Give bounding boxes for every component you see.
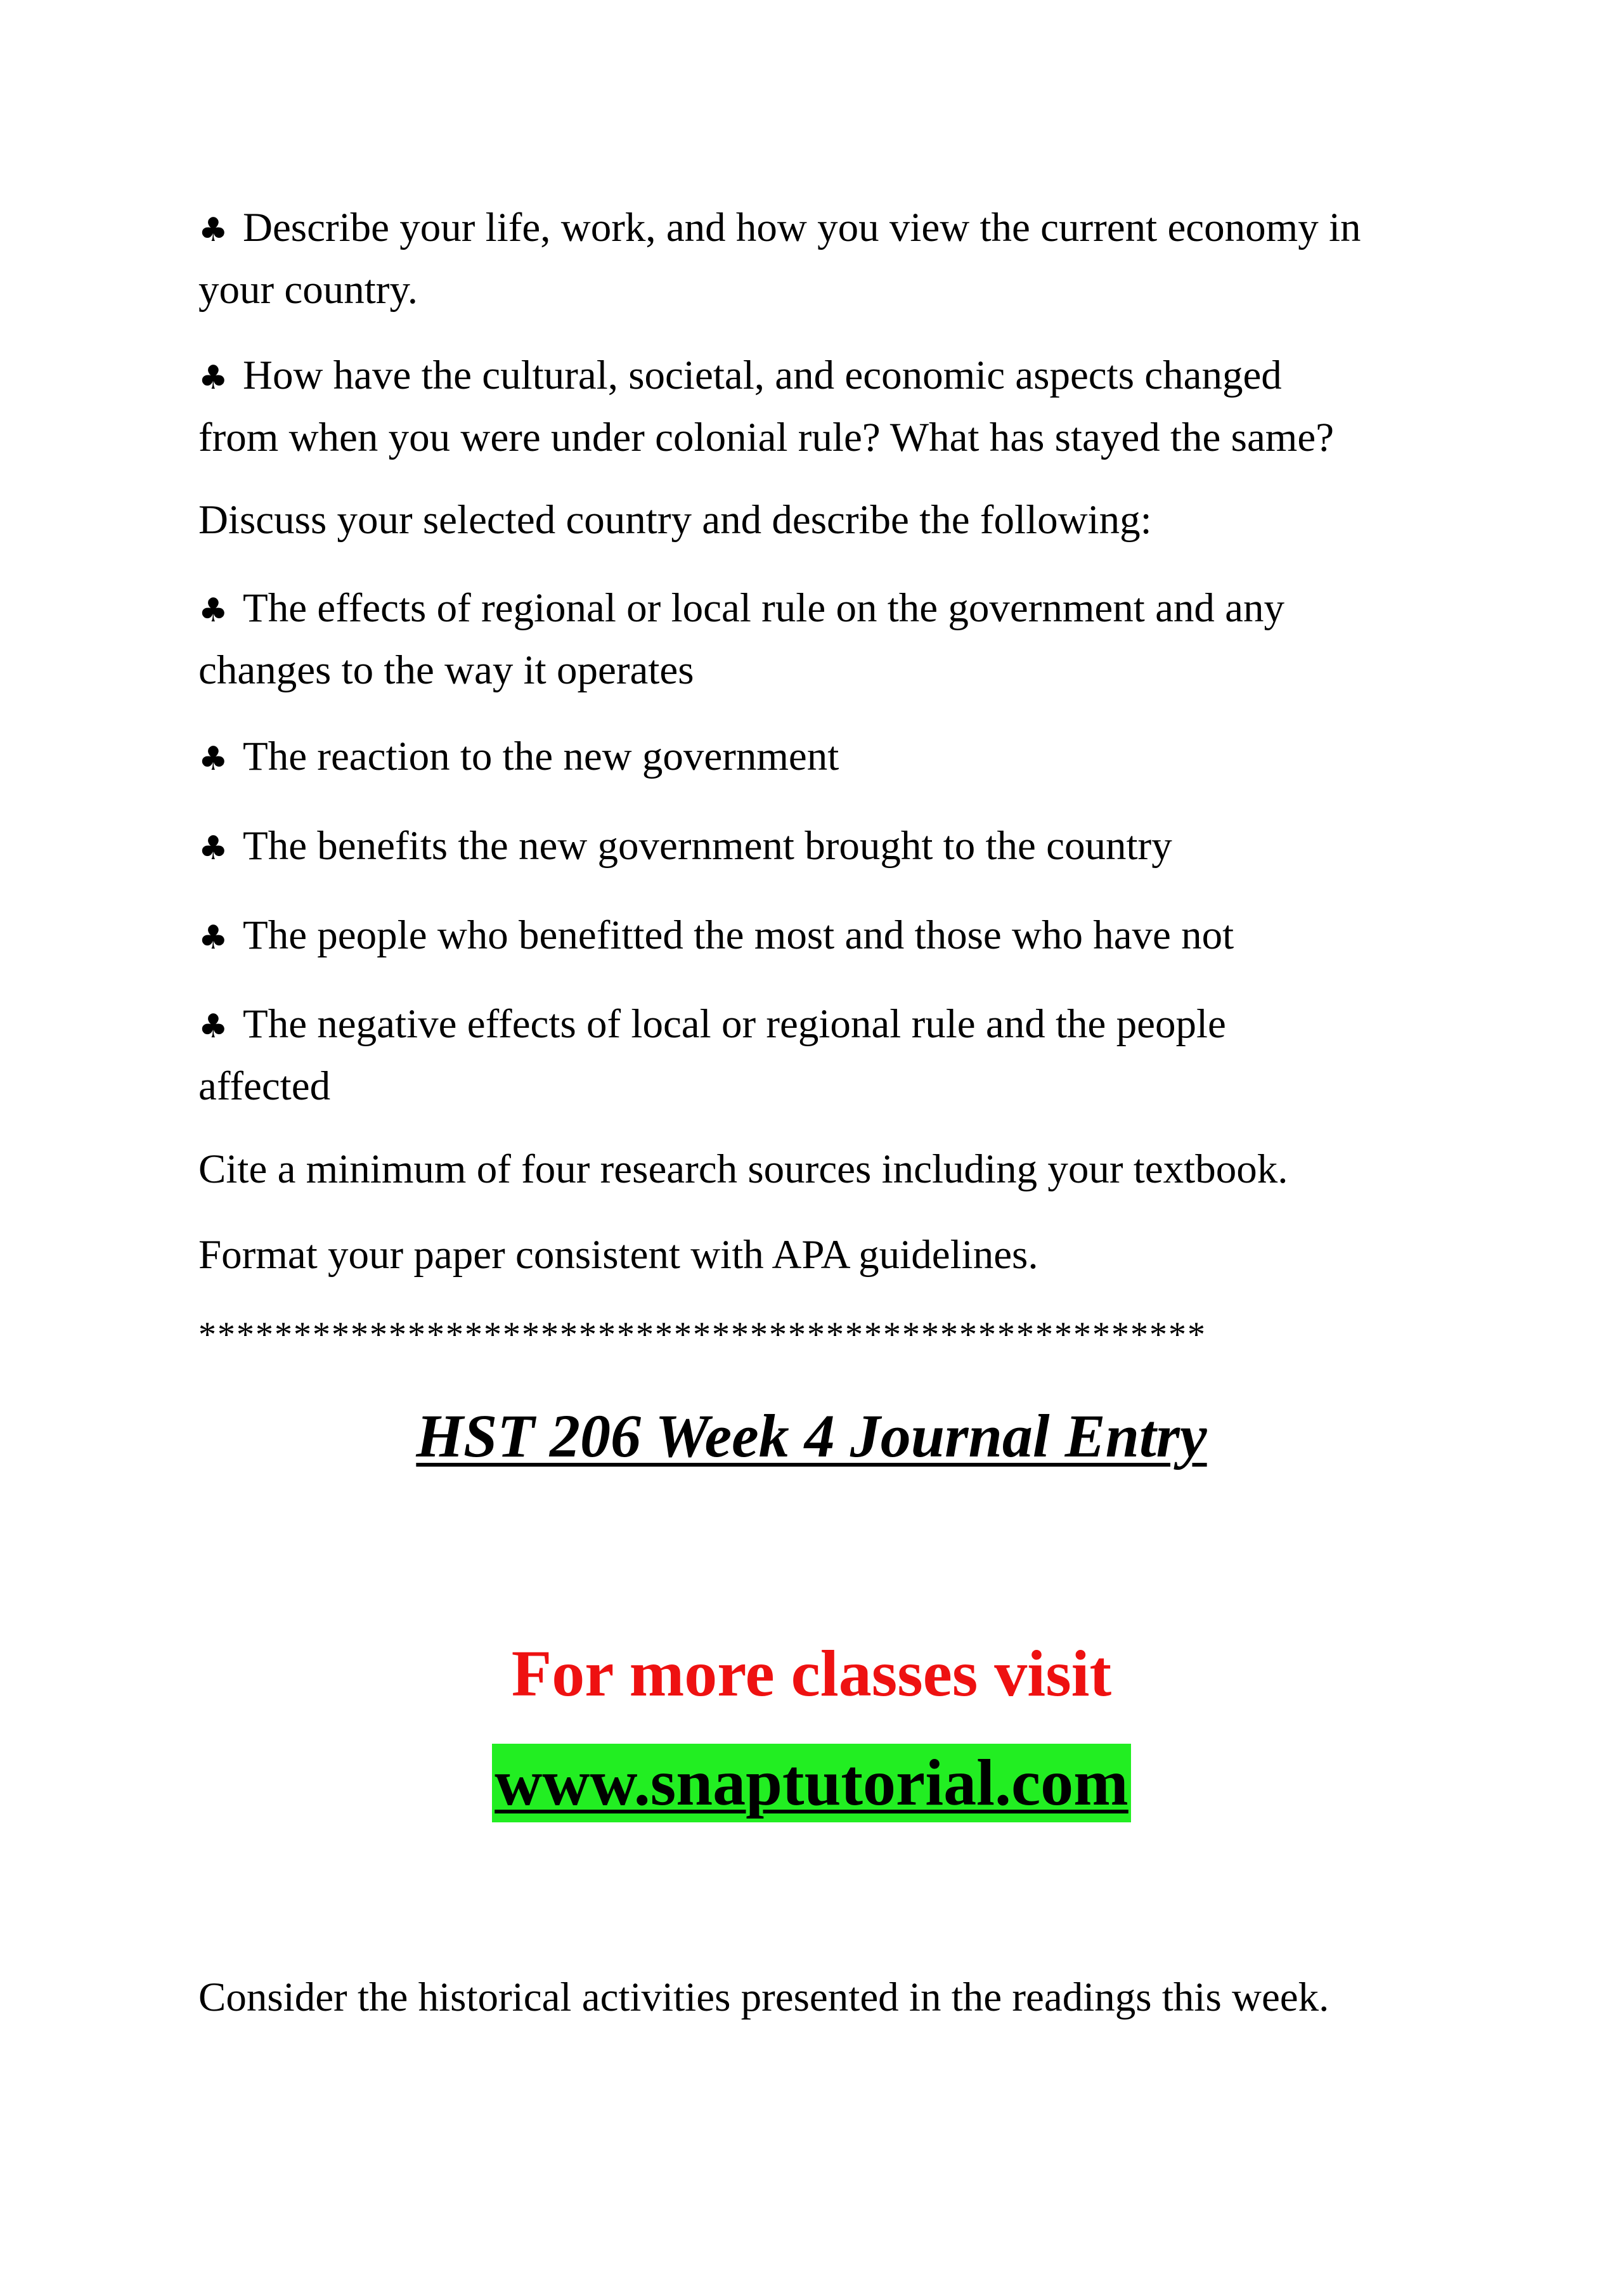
paragraph-line: Describe your life, work, and how you view the current economy in xyxy=(243,205,1361,250)
promo-text: For more classes visit xyxy=(511,1637,1112,1710)
promo-link-container xyxy=(0,1744,1623,1822)
paragraph-line: How have the cultural, societal, and economic aspects changed xyxy=(243,353,1282,398)
paragraph-line: Cite a minimum of four research sources including your textbook. xyxy=(198,1146,1288,1192)
section-title: HST 206 Week 4 Journal Entry xyxy=(416,1402,1207,1470)
paragraph-line: The people who benefitted the most and those who have not xyxy=(243,912,1234,958)
club-bullet-icon: ♣ xyxy=(198,1008,228,1046)
paragraph-line: changes to the way it operates xyxy=(198,647,694,693)
paragraph-cite-sources xyxy=(198,1139,1466,1199)
paragraph-discuss-country xyxy=(198,490,1466,550)
paragraph-line: Format your paper consistent with APA guidelines. xyxy=(198,1232,1038,1278)
bullet-paragraph-life-work xyxy=(198,198,1466,320)
bullet-paragraph-negative-effects xyxy=(198,994,1466,1116)
paragraph-line: The effects of regional or local rule on the government and any xyxy=(243,585,1285,631)
paragraph-line: your country. xyxy=(198,267,418,313)
snaptutorial-link[interactable]: www.snaptutorial.com xyxy=(492,1744,1131,1822)
club-bullet-icon: ♣ xyxy=(198,592,228,630)
bullet-paragraph-reaction xyxy=(198,727,1466,789)
paragraph-line: The reaction to the new government xyxy=(243,734,839,779)
club-bullet-icon: ♣ xyxy=(198,211,228,249)
paragraph-apa-format xyxy=(198,1225,1466,1285)
paragraph-line: affected xyxy=(198,1063,331,1109)
paragraph-line: Consider the historical activities presented in the readings this week. xyxy=(198,1975,1329,2020)
bullet-paragraph-cultural-aspects xyxy=(198,346,1466,467)
paragraph-line: The negative effects of local or regional rule and the people xyxy=(243,1001,1226,1047)
bullet-paragraph-effects-regional-rule xyxy=(198,578,1466,700)
club-bullet-icon: ♣ xyxy=(198,740,228,778)
paragraph-line: The benefits the new government brought to the country xyxy=(243,823,1172,869)
club-bullet-icon: ♣ xyxy=(198,919,228,957)
bullet-paragraph-people-benefitted xyxy=(198,905,1466,968)
paragraph-consider-activities xyxy=(198,1968,1466,2027)
club-bullet-icon: ♣ xyxy=(198,359,228,397)
asterisk-separator: ***************************************************** xyxy=(198,1315,1206,1354)
paragraph-line: from when you were under colonial rule? What has stayed the same? xyxy=(198,415,1335,460)
club-bullet-icon: ♣ xyxy=(198,829,228,867)
bullet-paragraph-benefits xyxy=(198,816,1466,878)
paragraph-line: Discuss your selected country and describe the following: xyxy=(198,497,1152,543)
